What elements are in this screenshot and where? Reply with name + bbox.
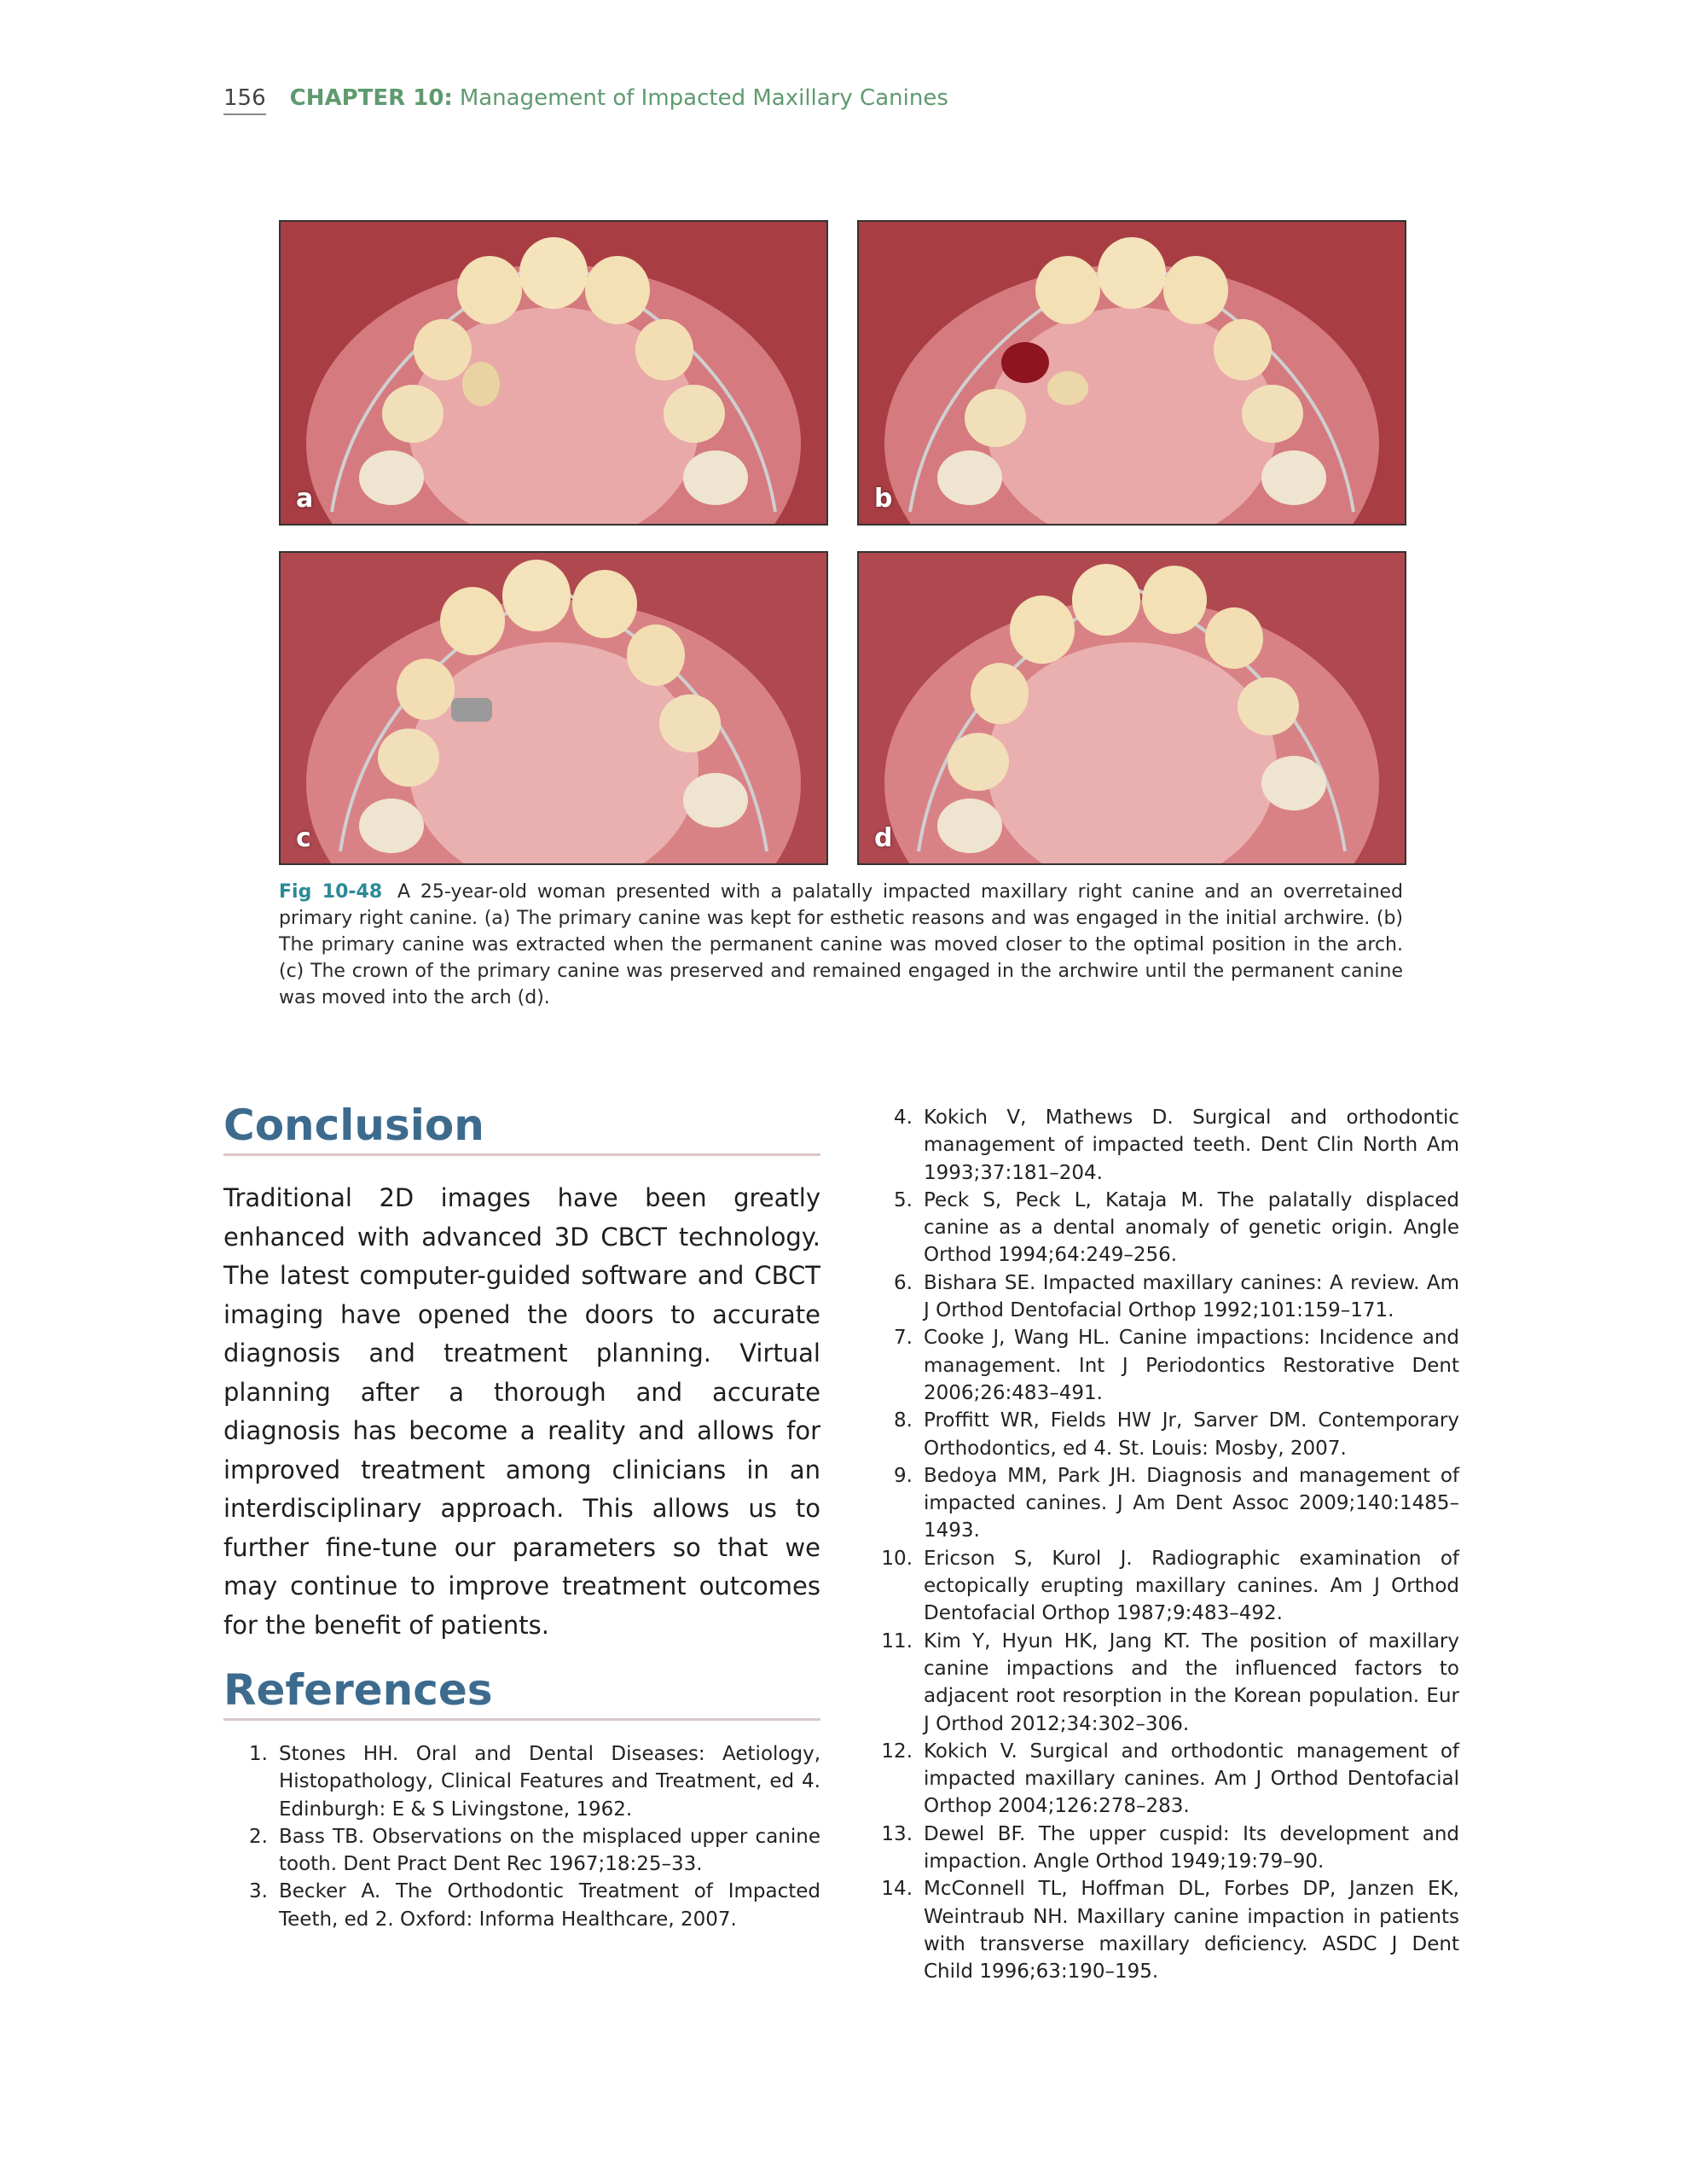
panel-letter: c (296, 823, 311, 853)
figure-caption (279, 879, 1403, 1011)
reference-number: 4. (894, 1107, 913, 1129)
panel-letter: b (874, 484, 893, 514)
reference-text: Bishara SE. Impacted maxillary canines: A review. Am J Orthod Dentofacial Orthop 1992;101:159–171. (924, 1271, 1459, 1322)
reference-text: Becker A. The Orthodontic Treatment of Impacted Teeth, ed 2. Oxford: Informa Healthcare, 2007. (279, 1880, 820, 1931)
reference-item (868, 1628, 1459, 1738)
reference-item (868, 1462, 1459, 1545)
reference-text: Bass TB. Observations on the misplaced upper canine tooth. Dent Pract Dent Rec 1967;18:25–33. (279, 1825, 820, 1876)
reference-number: 1. (249, 1743, 268, 1765)
chapter-title: Management of Impacted Maxillary Canines (459, 85, 948, 111)
reference-number: 6. (894, 1271, 913, 1294)
reference-item (868, 1104, 1459, 1187)
reference-number: 2. (249, 1825, 268, 1848)
dental-photo-c (281, 553, 826, 863)
dental-photo-a (281, 222, 826, 524)
reference-number: 8. (894, 1409, 913, 1432)
reference-number: 11. (881, 1629, 913, 1653)
reference-item (223, 1878, 820, 1933)
reference-item (868, 1738, 1459, 1821)
figure-panel-a (279, 220, 828, 526)
reference-number: 12. (881, 1740, 913, 1763)
reference-text: Peck S, Peck L, Kataja M. The palatally displaced canine as a dental anomaly of genetic origin. Angle Orthod 1994;64:249–256. (924, 1188, 1459, 1267)
reference-number: 13. (881, 1822, 913, 1845)
reference-text: Stones HH. Oral and Dental Diseases: Aetiology, Histopathology, Clinical Features and Treatment, ed 4. Edinburgh: E & S Livingstone, 1962. (279, 1743, 820, 1821)
figure-panel-b (857, 220, 1406, 526)
reference-item (868, 1875, 1459, 1985)
reference-text: Kokich V. Surgical and orthodontic management of impacted maxillary canines. Am J Orthod Dentofacial Orthop 2004;126:278–283. (924, 1740, 1459, 1818)
panel-letter: a (296, 484, 314, 514)
reference-text: Kokich V, Mathews D. Surgical and orthodontic management of impacted teeth. Dent Clin North Am 1993;37:181–204. (924, 1107, 1459, 1184)
conclusion-body: Traditional 2D images have been greatly enhanced with advanced 3D CBCT technology. The latest computer-guided software and CBCT imaging have opened the doors to accurate diagnosis and treatment planning. Virtual planning after a thorough and accurate diagnosis has become a reality and allows for improved treatment among clinicians in an interdisciplinary approach. This allows us to further fine-tune our parameters so that we may continue to improve treatment outcomes for the benefit of patients. (223, 1183, 820, 1640)
page-number: 156 (223, 85, 266, 115)
reference-number: 9. (894, 1464, 913, 1487)
reference-item (868, 1545, 1459, 1628)
reference-item (868, 1269, 1459, 1325)
reference-text: Ericson S, Kurol J. Radiographic examination of ectopically erupting maxillary canines. Am J Orthod Dentofacial Orthop 1987;9:483–492. (924, 1547, 1459, 1625)
figure-label: Fig 10-48 (279, 881, 383, 903)
reference-text: Cooke J, Wang HL. Canine impactions: Incidence and management. Int J Periodontics Restorative Dent 2006;26:483–491. (924, 1327, 1459, 1404)
panel-letter: d (874, 823, 893, 853)
reference-text: Proffitt WR, Fields HW Jr, Sarver DM. Contemporary Orthodontics, ed 4. St. Louis: Mosby, 2007. (924, 1409, 1459, 1460)
reference-text: Dewel BF. The upper cuspid: Its development and impaction. Angle Orthod 1949;19:79–90. (924, 1822, 1459, 1873)
reference-item (868, 1407, 1459, 1462)
reference-text: Bedoya MM, Park JH. Diagnosis and management of impacted canines. J Am Dent Assoc 2009;140:1485–1493. (924, 1464, 1459, 1542)
reference-number: 10. (881, 1547, 913, 1570)
reference-text: McConnell TL, Hoffman DL, Forbes DP, Janzen EK, Weintraub NH. Maxillary canine impaction in patients with transverse maxillary deficiency. ASDC J Dent Child 1996;63:190–195. (924, 1878, 1459, 1984)
reference-item (868, 1821, 1459, 1876)
reference-item (223, 1823, 820, 1879)
reference-number: 3. (249, 1880, 268, 1903)
reference-number: 7. (894, 1327, 913, 1350)
dental-photo-d (859, 553, 1405, 863)
reference-number: 5. (894, 1188, 913, 1211)
reference-list-right (868, 1104, 1459, 1986)
running-head (223, 85, 948, 115)
references-heading: References (223, 1665, 820, 1721)
reference-text: Kim Y, Hyun HK, Jang KT. The position of maxillary canine impactions and the influenced factors to adjacent root resorption in the Korean population. Eur J Orthod 2012;34:302–306. (924, 1629, 1459, 1735)
reference-item (868, 1324, 1459, 1407)
dental-photo-b (859, 222, 1405, 524)
chapter-label: CHAPTER 10: (289, 85, 453, 111)
reference-item (868, 1187, 1459, 1269)
reference-list-left (223, 1740, 820, 1933)
conclusion-heading: Conclusion (223, 1101, 820, 1156)
reference-number: 14. (881, 1878, 913, 1901)
reference-item (223, 1740, 820, 1823)
figure-panel-d (857, 551, 1406, 865)
caption-text: A 25-year-old woman presented with a palatally impacted maxillary right canine and an overretained primary right canine. (a) The primary canine was kept for esthetic reasons and was engaged in the initial archwire. (b) The primary canine was extracted when the permanent canine was moved closer to the optimal position in the arch. (c) The crown of the primary canine was preserved and remained engaged in the archwire until the permanent canine was moved into the arch (d). (279, 881, 1404, 1008)
figure-panel-c (279, 551, 828, 865)
